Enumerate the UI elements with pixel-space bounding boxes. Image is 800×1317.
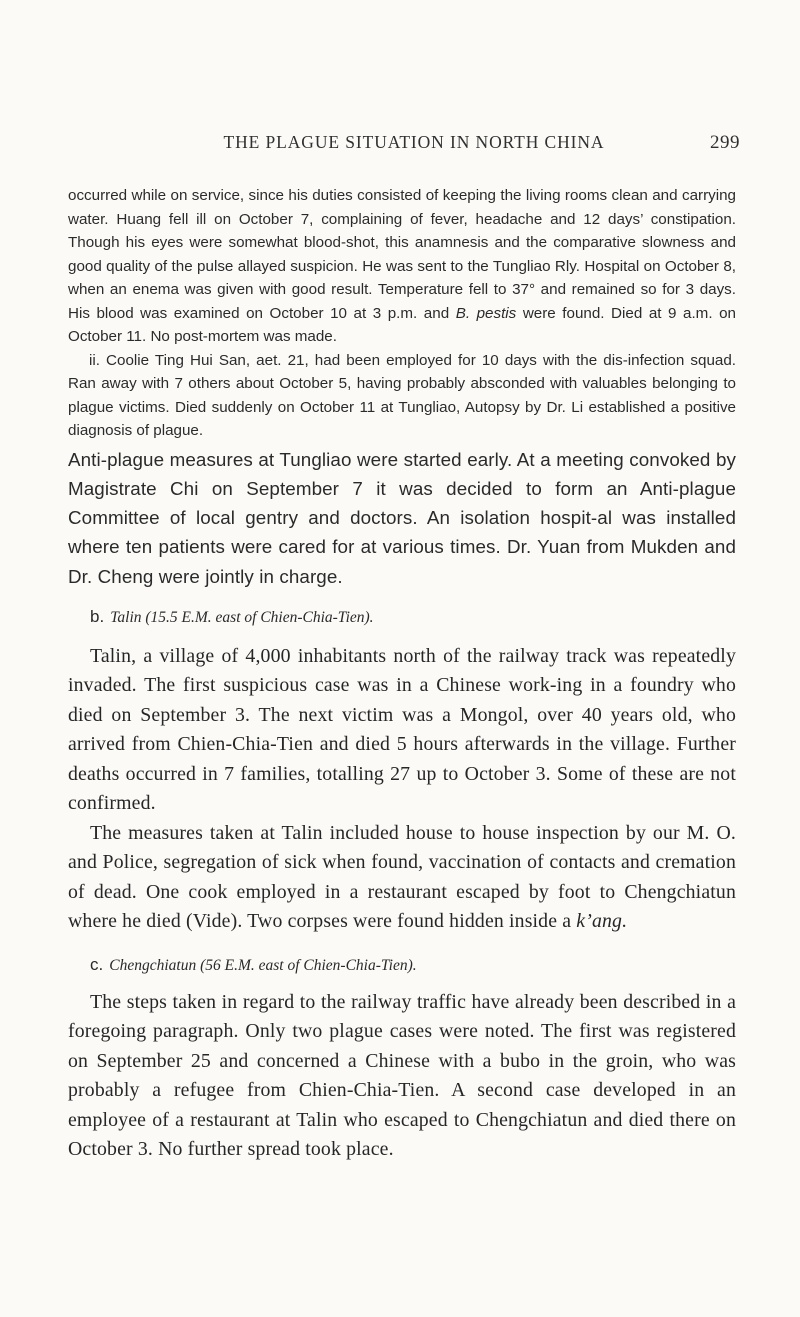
body-text bbox=[68, 184, 736, 1165]
section-letter: b. bbox=[90, 606, 105, 626]
italic-term: B. pestis bbox=[455, 304, 517, 322]
section-letter: c. bbox=[90, 954, 104, 974]
section-title: Chengchiatun (56 E.M. east of Chien-Chia-Tien). bbox=[109, 956, 417, 974]
page-header bbox=[88, 132, 740, 158]
italic-term: k’ang. bbox=[576, 910, 628, 933]
paragraph-anti-plague-measures: Anti-plague measures at Tungliao were started early. At a meeting convoked by Magistrate Chi on September 7 it was decided to form an Anti-plague Committee of local gentry and doctors. An isolation hospit-al was installed where ten patients were cared for at various times. Dr. Yuan from Mukden and Dr. Cheng were jointly in charge. bbox=[68, 448, 736, 587]
section-title: Talin (15.5 E.M. east of Chien-Chia-Tien). bbox=[110, 608, 374, 626]
page-number: 299 bbox=[710, 132, 740, 153]
paragraph-chengchiatun: The steps taken in regard to the railway traffic have already been described in a foregoing paragraph. Only two plague cases were noted. The first was registered on September 25 and concerned a Chinese with a bubo in the groin, who was probably a refugee from Chien-Chia-Tien. A second case developed in an employee of a restaurant at Talin who escaped to Chengchiatun and died there on October 3. No further spread took place. bbox=[68, 990, 736, 1161]
paragraph-text: The measures taken at Talin included house to house inspection by our M. O. and Police, segregation of sick when found, vaccination of contacts and cremation of dead. One cook employed in a restaurant escaped by foot to Chengchiatun where he died (Vide). Two corpses were found hidden inside a bbox=[68, 821, 736, 933]
section-heading-talin bbox=[90, 606, 736, 629]
paragraph-ting-case: ii. Coolie Ting Hui San, aet. 21, had been employed for 10 days with the dis-infection squad. Ran away with 7 others about October 5, having probably absconded with valuables belonging to plague victims. Died suddenly on October 11 at Tungliao, Autopsy by Dr. Li established a positive diagnosis of plague. bbox=[68, 351, 736, 439]
running-head: THE PLAGUE SITUATION IN NORTH CHINA bbox=[223, 132, 605, 152]
paragraph-text: were found. Died at 9 a.m. on October 11. No post-mortem was made. bbox=[68, 304, 736, 345]
paragraph-talin: Talin, a village of 4,000 inhabitants north of the railway track was repeatedly invaded. The first suspicious case was in a Chinese work-ing in a foundry who died on September 3. The next victim was a Mongol, over 40 years old, who arrived from Chien-Chia-Tien and died 5 hours afterwards in the village. Further deaths occurred in 7 families, totalling 27 up to October 3. Some of these are not confirmed. bbox=[68, 644, 736, 815]
paragraph-talin-measures bbox=[68, 819, 736, 937]
paragraph-text: occurred while on service, since his duties consisted of keeping the living rooms clean and carrying water. Huang fell ill on October 7, complaining of fever, headache and 12 days’ constipation. Though his eyes were somewhat blood-shot, this anamnesis and the comparative slowness and good quality of the pulse allayed suspicion. He was sent to the Tungliao Rly. Hospital on October 8, when an enema was given with good result. Temperature fell to 37° and remained so for 3 days. His blood was examined on October 10 at 3 p.m. and bbox=[68, 187, 736, 322]
section-heading-chengchiatun bbox=[90, 954, 736, 977]
paragraph-huang-case bbox=[68, 184, 736, 349]
